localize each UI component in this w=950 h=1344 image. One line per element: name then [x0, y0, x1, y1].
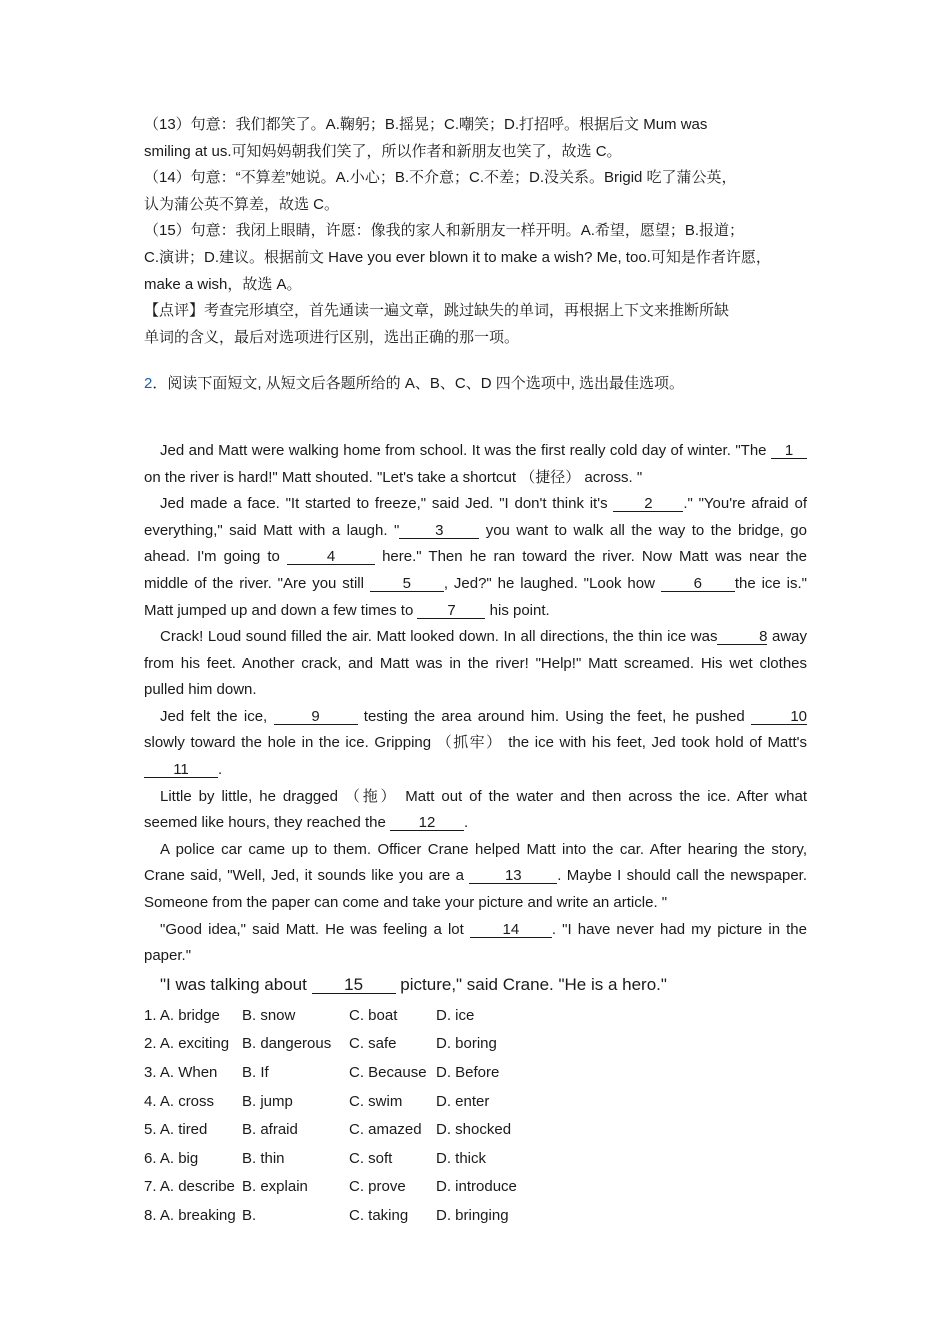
- option-a[interactable]: 1. A. bridge: [144, 1006, 220, 1024]
- option-row: [144, 1173, 807, 1202]
- passage: [144, 438, 807, 1000]
- option-c[interactable]: C. swim: [349, 1092, 403, 1110]
- blank-10: 10: [751, 709, 807, 725]
- passage-paragraph: Jed made a face. "It started to freeze," said Jed. "I don't think it's 2 ." "You're afraid of everything," said Matt with a laugh. " 3 you want to walk all the way to the bridge, go ahead. I'm going to 4 here." Then he ran toward the river. Now Matt was near the middle of the river. "Are you still 5 , Jed?" he laughed. "Look how 6 the ice is." Matt jumped up and down a few times to 7 his point.: [144, 495, 807, 619]
- option-row: [144, 1202, 807, 1231]
- blank-3: 3: [399, 523, 479, 539]
- option-a[interactable]: 4. A. cross: [144, 1092, 215, 1110]
- option-a[interactable]: 3. A. When: [144, 1064, 218, 1081]
- explanation-line: （13）句意：我们都笑了。A.鞠躬；B.摇晃；C.嘲笑；D.打招呼。根据后文 Mum was: [144, 116, 708, 133]
- explanation-line: smiling at us.可知妈妈朝我们笑了，所以作者和新朋友也笑了，故选 C。: [144, 142, 622, 160]
- blank-13: 13: [469, 868, 557, 884]
- option-d[interactable]: D. enter: [436, 1092, 490, 1110]
- option-row: [144, 1059, 807, 1088]
- option-b[interactable]: B. jump: [242, 1092, 293, 1110]
- option-d[interactable]: D. thick: [436, 1149, 487, 1167]
- option-b[interactable]: B. snow: [242, 1006, 296, 1024]
- option-c[interactable]: C. safe: [349, 1035, 397, 1053]
- question-number: 2: [144, 375, 153, 393]
- option-d[interactable]: D. boring: [436, 1035, 497, 1053]
- passage-paragraph: Jed and Matt were walking home from school. It was the first really cold day of winter. "The 1 on the river is hard!" Matt shouted. "Let's take a shortcut （捷径） across. ": [144, 438, 807, 491]
- option-a[interactable]: 8. A. breaking: [144, 1206, 236, 1224]
- answer-explanation: [144, 112, 807, 351]
- blank-8: 8: [717, 629, 767, 645]
- blank-2: 2: [613, 496, 683, 512]
- question-instruction: ．阅读下面短文, 从短文后各题所给的 A、B、C、D 四个选项中, 选出最佳选项。: [152, 375, 685, 393]
- option-d[interactable]: D. shocked: [436, 1121, 512, 1139]
- option-b[interactable]: B. dangerous: [242, 1035, 332, 1053]
- option-d[interactable]: D. bringing: [436, 1206, 509, 1224]
- blank-12: 12: [390, 815, 464, 831]
- explanation-line: C.演讲；D.建议。根据前文 Have you ever blown it to make a wish? Me, too.可知是作者许愿，: [144, 248, 771, 266]
- option-a[interactable]: 6. A. big: [144, 1149, 199, 1167]
- option-a[interactable]: 2. A. exciting: [144, 1035, 230, 1053]
- option-row: [144, 1030, 807, 1059]
- option-a[interactable]: 5. A. tired: [144, 1121, 208, 1139]
- blank-11: 11: [144, 762, 218, 778]
- option-c[interactable]: C. taking: [349, 1206, 409, 1224]
- option-c[interactable]: C. boat: [349, 1006, 398, 1024]
- option-c[interactable]: C. prove: [349, 1178, 406, 1196]
- option-d[interactable]: D. ice: [436, 1006, 475, 1024]
- option-row: [144, 1145, 807, 1174]
- explanation-line: 单词的含义，最后对选项进行区别，选出正确的那一项。: [144, 328, 520, 346]
- option-b[interactable]: B. thin: [242, 1149, 285, 1167]
- option-c[interactable]: C. Because: [349, 1064, 427, 1081]
- passage-paragraph: "I was talking about 15 picture," said Crane. "He is a hero.": [160, 974, 667, 994]
- option-d[interactable]: D. introduce: [436, 1178, 517, 1196]
- explanation-line: 认为蒲公英不算差，故选 C。: [144, 195, 340, 213]
- blank-7: 7: [417, 603, 485, 619]
- blank-15: 15: [312, 976, 396, 994]
- passage-paragraph: Crack! Loud sound filled the air. Matt looked down. In all directions, the thin ice was 8 away from his feet. Another crack, and Matt was in the river! "Help!" Matt screamed. His wet clothes pulled him down.: [144, 628, 808, 699]
- option-row: [144, 1088, 807, 1117]
- explanation-line: make a wish，故选 A。: [144, 275, 302, 293]
- blank-5: 5: [370, 576, 444, 592]
- document-page: [144, 112, 807, 1231]
- option-row: [144, 1002, 807, 1031]
- passage-paragraph: A police car came up to them. Officer Crane helped Matt into the car. After hearing the story, Crane said, "Well, Jed, it sounds like you are a 13 . Maybe I should call the newspaper. Someone from the paper can come and take your picture and write an article. ": [144, 840, 807, 912]
- blank-9: 9: [274, 709, 358, 725]
- option-c[interactable]: C. amazed: [349, 1121, 422, 1139]
- passage-paragraph: "Good idea," said Matt. He was feeling a lot 14 . "I have never had my picture in the paper.": [144, 920, 807, 965]
- passage-paragraph: Little by little, he dragged （拖） Matt out of the water and then across the ice. After what seemed like hours, they reached the 12 .: [144, 787, 807, 832]
- option-b[interactable]: B. afraid: [242, 1121, 298, 1139]
- option-b[interactable]: B. If: [242, 1064, 269, 1081]
- option-row: [144, 1116, 807, 1145]
- blank-14: 14: [470, 922, 552, 938]
- option-d[interactable]: D. Before: [436, 1064, 500, 1081]
- explanation-line: （15）句意：我闭上眼睛，许愿：像我的家人和新朋友一样开明。A.希望，愿望；B.报道；: [144, 222, 745, 240]
- explanation-line: 【点评】考查完形填空，首先通读一遍文章，跳过缺失的单词，再根据上下文来推断所缺: [144, 302, 730, 320]
- passage-paragraph: Jed felt the ice, 9 testing the area around him. Using the feet, he pushed 10 slowly toward the hole in the ice. Gripping （抓牢） the ice with his feet, Jed took hold of Matt's 11 .: [144, 707, 807, 779]
- option-c[interactable]: C. soft: [349, 1149, 393, 1167]
- explanation-line: （14）句意：“不算差”她说。A.小心；B.不介意；C.不差；D.没关系。Brigid 吃了蒲公英，: [144, 169, 737, 187]
- blank-1: 1: [771, 443, 807, 459]
- option-b[interactable]: B. explain: [242, 1178, 308, 1196]
- blank-6: 6: [661, 576, 735, 592]
- answer-options: [144, 1002, 807, 1231]
- blank-4: 4: [287, 549, 375, 565]
- option-b[interactable]: B.: [242, 1206, 257, 1224]
- question-heading: [144, 371, 807, 398]
- option-a[interactable]: 7. A. describe: [144, 1178, 235, 1196]
